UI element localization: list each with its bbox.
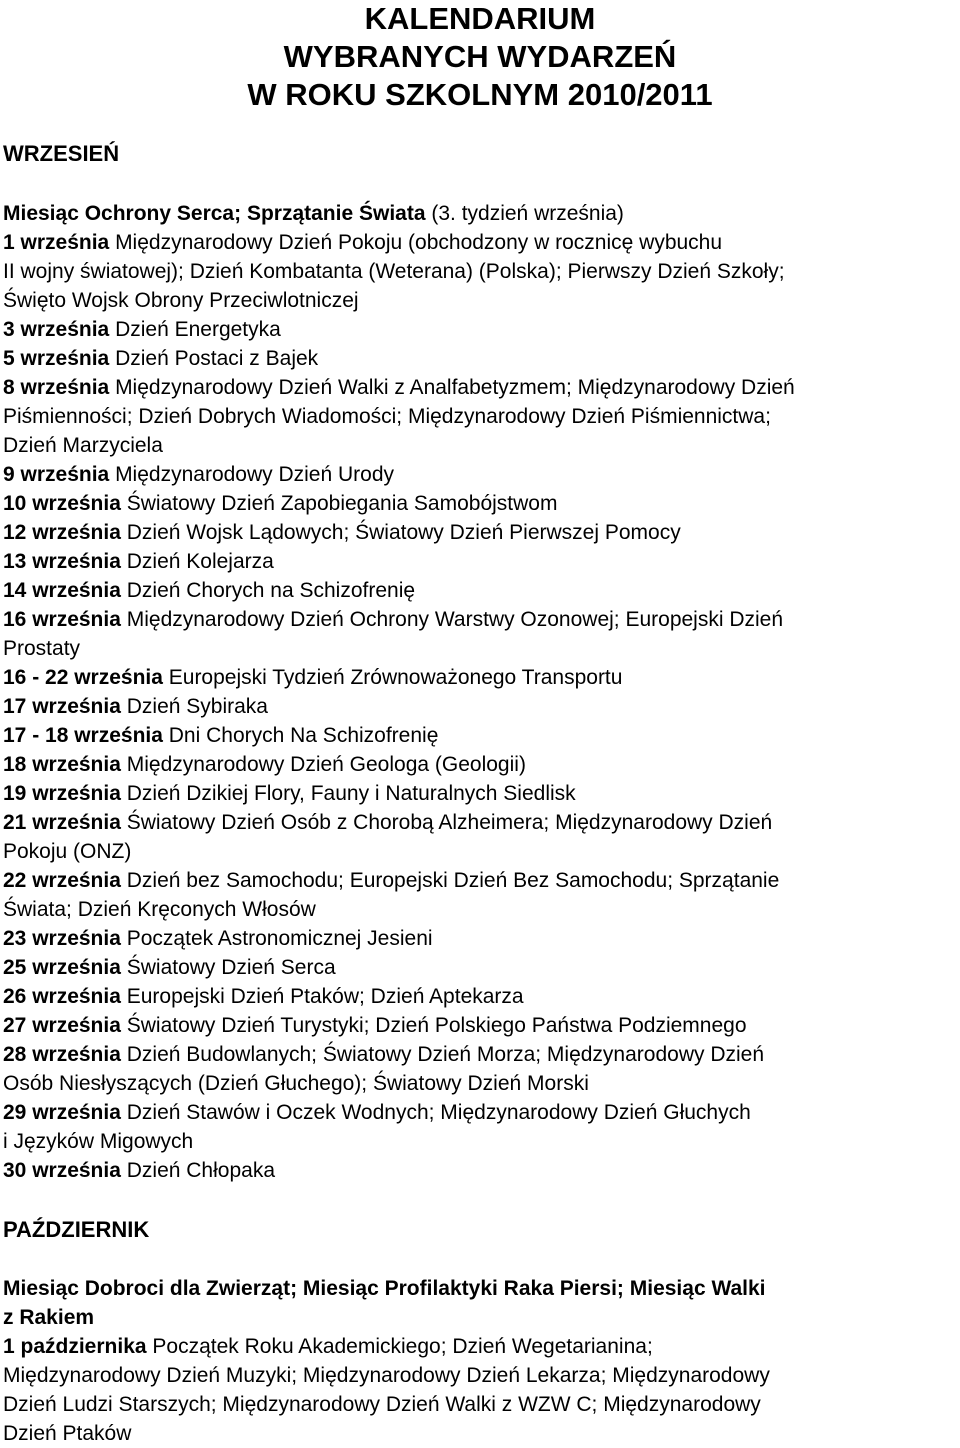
event-line [3, 692, 958, 721]
event-text: Dzień Energetyka [109, 318, 281, 341]
event-line [3, 924, 958, 953]
event-text: Dzień Postaci z Bajek [109, 347, 319, 370]
event-line [3, 1127, 958, 1156]
event-text: Międzynarodowy Dzień Muzyki; Międzynarodowy Dzień Lekarza; Międzynarodowy [3, 1364, 770, 1387]
event-text: Międzynarodowy Dzień Ochrony Warstwy Ozonowej; Europejski Dzień [120, 608, 784, 631]
event-date: 3 września [3, 318, 110, 341]
event-line [3, 1156, 958, 1185]
event-line [3, 750, 958, 779]
event-date: z Rakiem [3, 1306, 95, 1329]
event-text: Dzień bez Samochodu; Europejski Dzień Bez Samochodu; Sprzątanie [120, 869, 780, 892]
event-line [3, 518, 958, 547]
event-text: Prostaty [3, 637, 81, 660]
event-line [3, 286, 958, 315]
title-line: WYBRANYCH WYDARZEŃ [283, 39, 677, 74]
event-date: 28 września [3, 1043, 121, 1066]
event-date: 14 września [3, 579, 121, 602]
event-line [3, 1303, 958, 1332]
event-text: Święto Wojsk Obrony Przeciwlotniczej [3, 289, 359, 312]
event-line [3, 344, 958, 373]
event-date: 12 września [3, 521, 121, 544]
event-text: (3. tydzień września) [425, 202, 624, 225]
event-line [3, 837, 958, 866]
event-date: 19 września [3, 782, 121, 805]
event-line [3, 808, 958, 837]
event-date: 9 września [3, 463, 110, 486]
month-heading-september: WRZESIEŃ [3, 141, 120, 166]
event-line [3, 663, 958, 692]
event-date: 16 września [3, 608, 121, 631]
event-date: 27 września [3, 1014, 121, 1037]
event-line [3, 460, 958, 489]
event-date: 23 września [3, 927, 121, 950]
event-text: Początek Astronomicznej Jesieni [120, 927, 433, 950]
event-text: Dzień Ludzi Starszych; Międzynarodowy Dzień Walki z WZW C; Międzynarodowy [3, 1393, 761, 1416]
event-text: Dzień Sybiraka [120, 695, 268, 718]
event-text: Międzynarodowy Dzień Urody [109, 463, 395, 486]
event-text: Światowy Dzień Turystyki; Dzień Polskiego Państwa Podziemnego [120, 1014, 747, 1037]
event-date: 17 września [3, 695, 121, 718]
event-line [3, 1069, 958, 1098]
event-line [3, 1390, 958, 1419]
event-date: 10 września [3, 492, 121, 515]
event-line [3, 373, 958, 402]
event-text: i Języków Migowych [3, 1130, 194, 1153]
event-date: 5 września [3, 347, 110, 370]
event-date: 18 września [3, 753, 121, 776]
month-heading-october: PAŹDZIERNIK [3, 1217, 150, 1242]
event-line [3, 1332, 958, 1361]
event-text: Światowy Dzień Zapobiegania Samobójstwom [120, 492, 558, 515]
event-text: Dzień Marzyciela [3, 434, 163, 457]
event-line [3, 1419, 958, 1448]
event-date: 8 września [3, 376, 110, 399]
event-text: Dzień Ptaków [3, 1422, 132, 1445]
event-line [3, 721, 958, 750]
event-text: Dzień Kolejarza [120, 550, 274, 573]
events-list-october [3, 1274, 958, 1448]
event-line [3, 953, 958, 982]
event-text: Dni Chorych Na Schizofrenię [162, 724, 439, 747]
event-line [3, 1361, 958, 1390]
event-line [3, 1098, 958, 1127]
event-line [3, 315, 958, 344]
event-date: 1 września [3, 231, 110, 254]
title-line: W ROKU SZKOLNYM 2010/2011 [247, 77, 713, 112]
event-date: 21 września [3, 811, 121, 834]
event-text: Dzień Dzikiej Flory, Fauny i Naturalnych Siedlisk [120, 782, 576, 805]
event-text: Europejski Dzień Ptaków; Dzień Aptekarza [120, 985, 524, 1008]
event-text: Świata; Dzień Kręconych Włosów [3, 898, 316, 921]
event-line [3, 634, 958, 663]
event-date: 1 października [3, 1335, 147, 1358]
event-date: 13 września [3, 550, 121, 573]
event-date: 16 - 22 września [3, 666, 163, 689]
event-text: Międzynarodowy Dzień Pokoju (obchodzony w rocznicę wybuchu [109, 231, 723, 254]
event-line [3, 779, 958, 808]
event-line [3, 199, 958, 228]
event-text: Dzień Chłopaka [120, 1159, 275, 1182]
event-text: Dzień Chorych na Schizofrenię [120, 579, 416, 602]
event-line [3, 402, 958, 431]
event-date: 22 września [3, 869, 121, 892]
event-line [3, 1011, 958, 1040]
event-text: Początek Roku Akademickiego; Dzień Wegetarianina; [146, 1335, 653, 1358]
event-date: Miesiąc Dobroci dla Zwierząt; Miesiąc Profilaktyki Raka Piersi; Miesiąc Walki [3, 1277, 766, 1300]
document-title [100, 0, 860, 114]
event-line [3, 547, 958, 576]
event-line [3, 431, 958, 460]
event-line [3, 257, 958, 286]
event-line [3, 895, 958, 924]
event-line [3, 1040, 958, 1069]
event-text: Międzynarodowy Dzień Geologa (Geologii) [120, 753, 526, 776]
event-text: Pokoju (ONZ) [3, 840, 132, 863]
event-text: Piśmienności; Dzień Dobrych Wiadomości; Międzynarodowy Dzień Piśmiennictwa; [3, 405, 771, 428]
event-text: Światowy Dzień Osób z Chorobą Alzheimera; Międzynarodowy Dzień [120, 811, 773, 834]
event-date: 30 września [3, 1159, 121, 1182]
event-date: Miesiąc Ochrony Serca; Sprzątanie Świata [3, 202, 426, 225]
event-date: 29 września [3, 1101, 121, 1124]
event-text: Dzień Stawów i Oczek Wodnych; Międzynarodowy Dzień Głuchych [120, 1101, 751, 1124]
event-date: 17 - 18 września [3, 724, 163, 747]
event-text: Światowy Dzień Serca [120, 956, 336, 979]
event-line [3, 576, 958, 605]
event-line [3, 228, 958, 257]
event-line [3, 1274, 958, 1303]
event-text: Europejski Tydzień Zrównoważonego Transportu [162, 666, 623, 689]
title-line: KALENDARIUM [364, 1, 596, 36]
event-text: Dzień Budowlanych; Światowy Dzień Morza; Międzynarodowy Dzień [120, 1043, 765, 1066]
event-line [3, 605, 958, 634]
event-line [3, 489, 958, 518]
event-date: 25 września [3, 956, 121, 979]
events-list-september [3, 199, 958, 1185]
event-line [3, 982, 958, 1011]
event-text: II wojny światowej); Dzień Kombatanta (Weterana) (Polska); Pierwszy Dzień Szkoły; [3, 260, 785, 283]
event-text: Osób Niesłyszących (Dzień Głuchego); Światowy Dzień Morski [3, 1072, 589, 1095]
event-text: Międzynarodowy Dzień Walki z Analfabetyzmem; Międzynarodowy Dzień [109, 376, 795, 399]
event-line [3, 866, 958, 895]
event-text: Dzień Wojsk Lądowych; Światowy Dzień Pierwszej Pomocy [120, 521, 681, 544]
event-date: 26 września [3, 985, 121, 1008]
